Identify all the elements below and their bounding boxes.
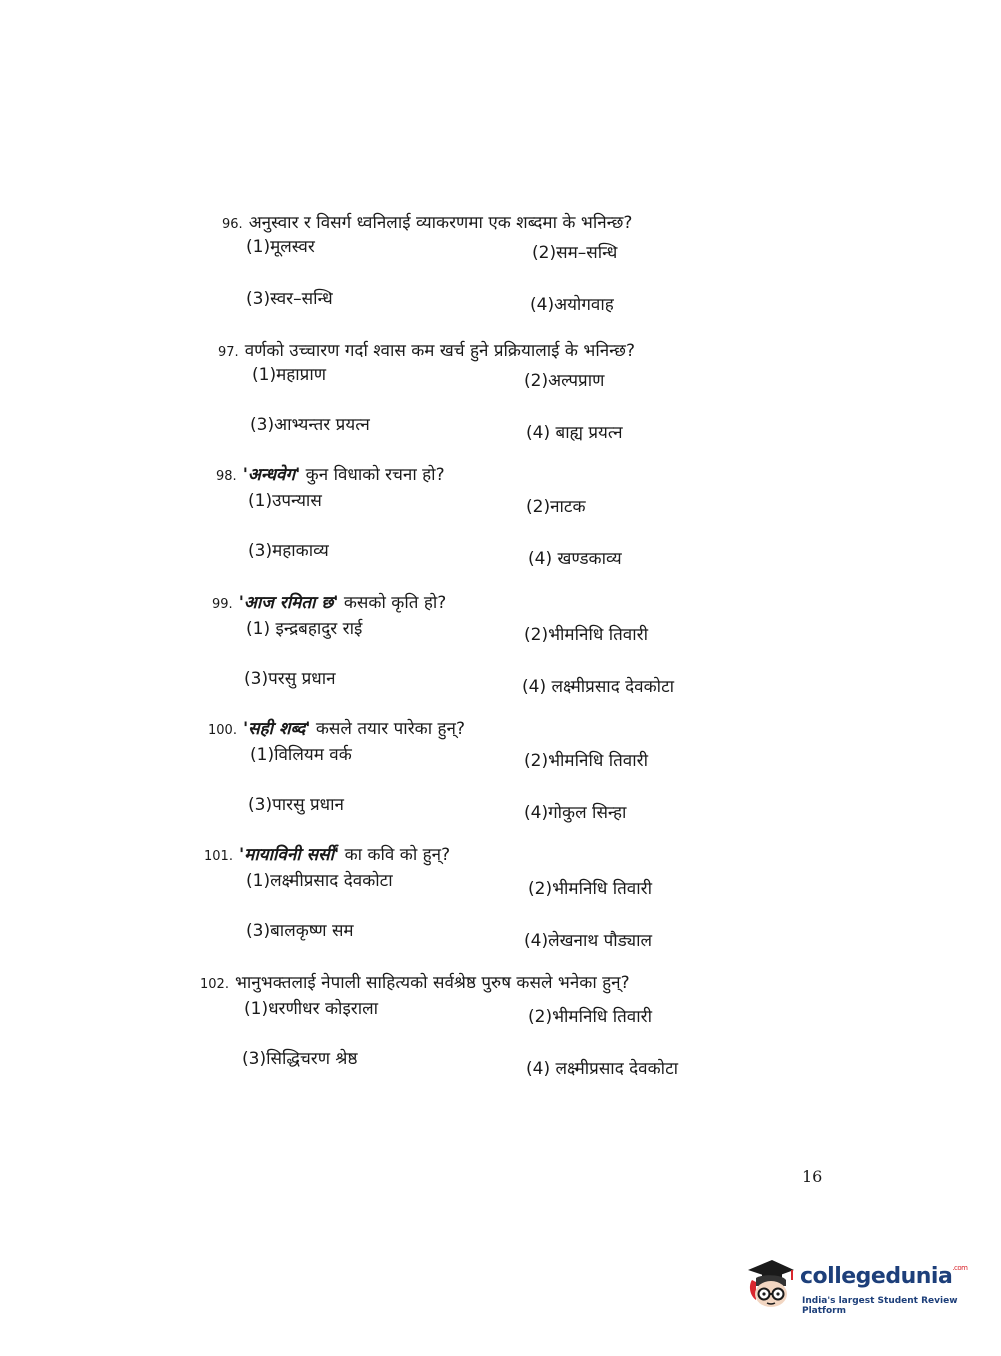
question-prompt-rest: कुन विधाको रचना हो? [300,465,445,485]
option-2: (2)भीमनिधि तिवारी [528,879,653,899]
question-96 [222,212,762,236]
brand-tagline: India's largest Student Review Platform [802,1296,958,1316]
question-99 [212,592,752,616]
option-4: (4) लक्ष्मीप्रसाद देवकोटा [522,677,675,697]
option-1: (1) इन्द्रबहादुर राई [246,619,363,639]
question-prompt: भानुभक्तलाई नेपाली साहित्यको सर्वश्रेष्ठ पुरुष कसले भनेका हुन्? [234,973,630,993]
option-2: (2)सम–सन्धि [532,243,618,263]
option-1: (1)विलियम वर्क [250,745,352,765]
page-number: 16 [802,1167,823,1186]
option-3: (3)परसु प्रधान [244,669,336,689]
option-2: (2)भीमनिधि तिवारी [524,625,649,645]
work-title: 'अन्धवेग' [242,465,301,485]
question-text [216,464,756,488]
question-prompt: वर्णको उच्चारण गर्दा श्वास कम खर्च हुने प्रक्रियालाई के भनिन्छ? [244,341,635,361]
option-3: (3)बालकृष्ण सम [246,921,354,941]
question-97 [218,340,758,364]
option-2: (2)भीमनिधि तिवारी [524,751,649,771]
option-4: (4) लक्ष्मीप्रसाद देवकोटा [526,1059,679,1079]
option-3: (3)पारसु प्रधान [248,795,344,815]
question-number: 100. [208,723,237,738]
option-2: (2)अल्पप्राण [524,371,605,391]
brand-text: collegedunia [800,1264,953,1289]
option-1: (1)मूलस्वर [246,237,315,257]
option-3: (3)महाकाव्य [248,541,329,561]
work-title: 'मायाविनी सर्सी' [238,845,340,865]
option-4: (4)गोकुल सिन्हा [524,803,627,823]
option-3: (3)सिद्धिचरण श्रेष्ठ [242,1049,358,1069]
option-4: (4)अयोगवाह [530,295,614,315]
question-text [212,592,752,616]
option-2: (2)नाटक [526,497,586,517]
option-4: (4)लेखनाथ पौड्याल [524,931,653,951]
option-4: (4) बाह्य प्रयत्न [526,423,623,443]
question-98 [216,464,756,488]
question-prompt-rest: कसको कृति हो? [338,593,447,613]
option-1: (1)लक्ष्मीप्रसाद देवकोटा [246,871,393,891]
question-text [222,212,762,236]
question-number: 99. [212,597,233,612]
question-prompt-rest: का कवि को हुन्? [339,845,451,865]
student-mascot-logo-icon [742,1256,796,1310]
option-2: (2)भीमनिधि तिवारी [528,1007,653,1027]
question-text [200,972,740,996]
question-text [204,844,744,868]
question-number: 98. [216,469,237,484]
question-text [218,340,758,364]
question-prompt-rest: कसले तयार पारेका हुन्? [310,719,466,739]
brand-name [800,1264,967,1289]
work-title: 'आज रमिता छ' [238,593,339,613]
brand-suffix: .com [952,1264,968,1272]
option-3: (3)स्वर–सन्धि [246,289,333,309]
question-102 [200,972,740,996]
option-4: (4) खण्डकाव्य [528,549,622,569]
question-number: 97. [218,345,239,360]
question-prompt: अनुस्वार र विसर्ग ध्वनिलाई व्याकरणमा एक शब्दमा के भनिन्छ? [248,213,633,233]
collegedunia-watermark [742,1250,972,1322]
question-number: 96. [222,217,243,232]
option-1: (1)उपन्यास [248,491,322,511]
option-1: (1)धरणीधर कोइराला [244,999,379,1019]
option-1: (1)महाप्राण [252,365,327,385]
question-number: 101. [204,849,233,864]
work-title: 'सही शब्द' [242,719,311,739]
question-100 [208,718,748,742]
question-101 [204,844,744,868]
question-text [208,718,748,742]
option-3: (3)आभ्यन्तर प्रयत्न [250,415,370,435]
question-number: 102. [200,977,229,992]
